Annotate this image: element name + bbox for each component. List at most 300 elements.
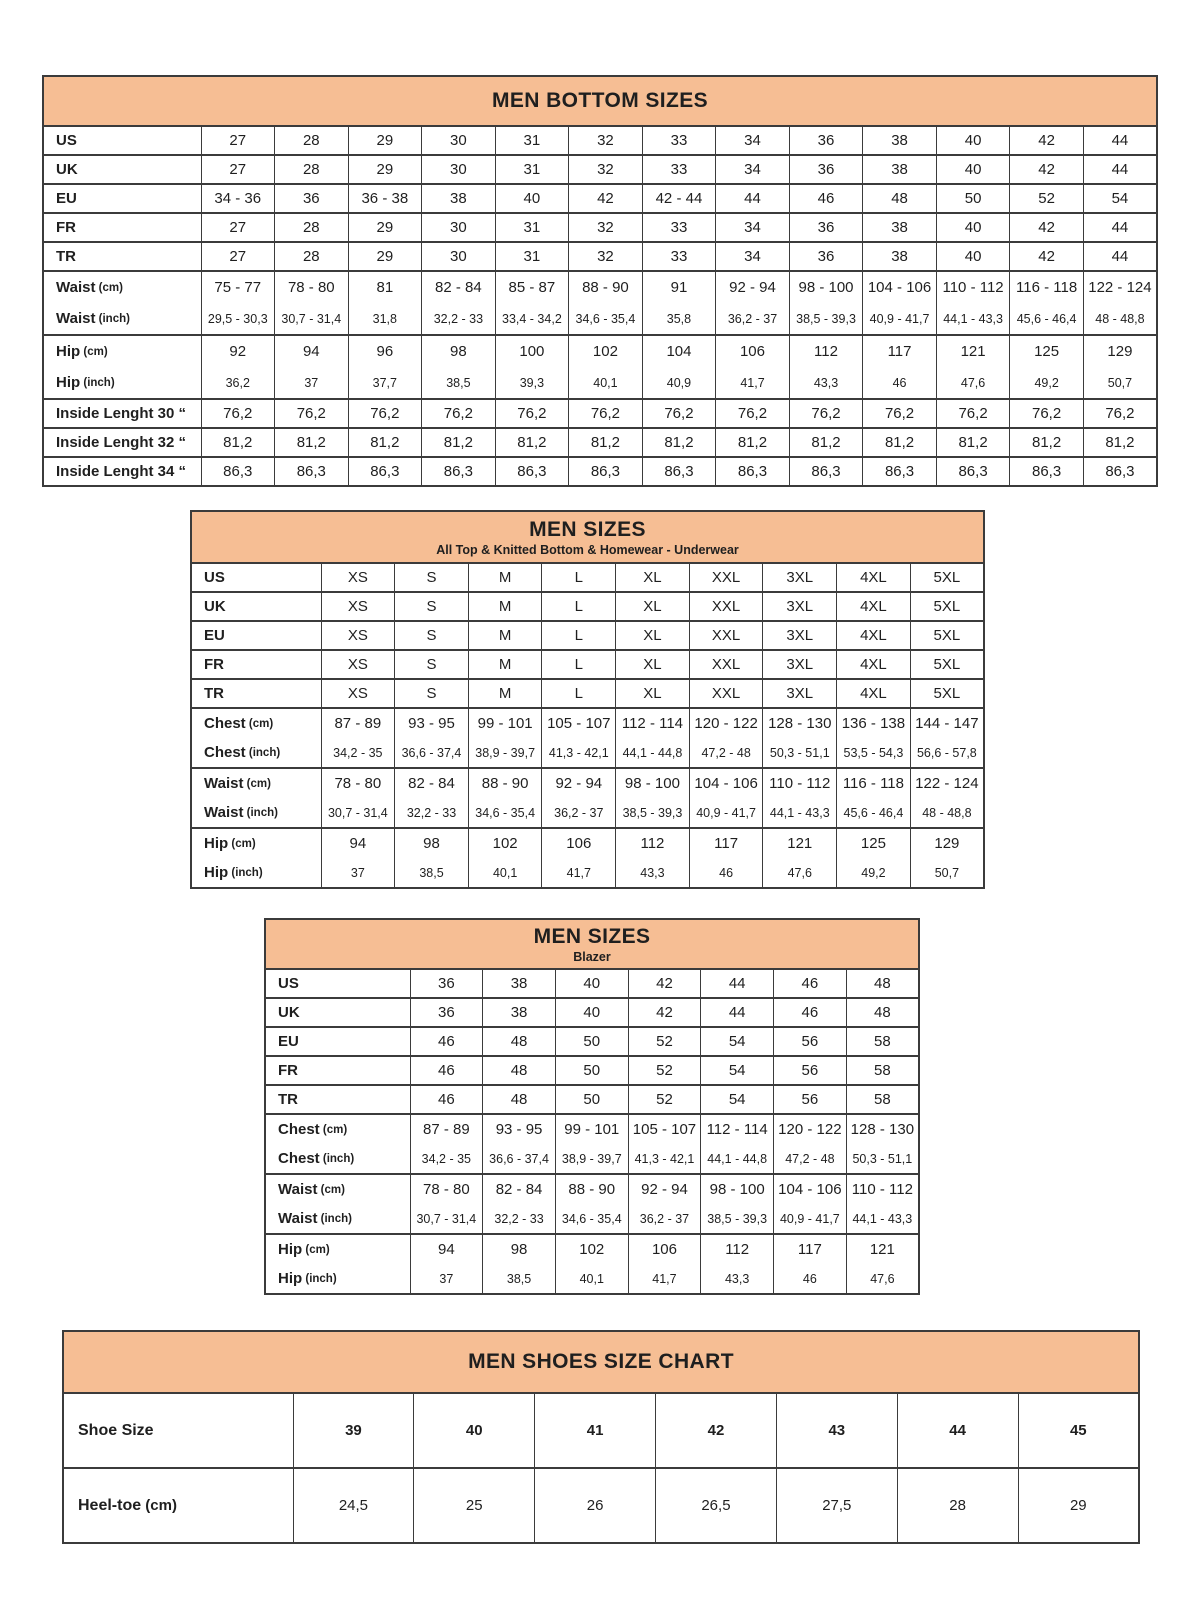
table-title: MEN SIZES [529,517,646,541]
value-cell: 81,2 [789,428,863,457]
value-cell: 52 [628,1027,701,1056]
value-cell: 29 [348,155,422,184]
men-sizes-tops-section [190,510,985,889]
value-cell: 125 49,2 [1010,335,1084,399]
value-cell: M [468,563,542,592]
value-cell: XL [616,563,690,592]
row-label-eu: EU [191,621,321,650]
value-cell: 54 [701,1056,774,1085]
value-cell: 39 [293,1393,414,1468]
value-cell: 29 [348,242,422,271]
value-cell: 105 - 107 41,3 - 42,1 [542,708,616,768]
value-cell: 98 - 100 38,5 - 39,3 [789,271,863,335]
value-cell: 121 47,6 [846,1234,919,1294]
row-label-waist-cm-waist-inch: Waist (cm) Waist (inch) [265,1174,410,1234]
value-cell: 86,3 [863,457,937,486]
value-cell: 104 40,9 [642,335,716,399]
value-cell: XS [321,621,395,650]
value-cell: 86,3 [348,457,422,486]
value-cell: 58 [846,1085,919,1114]
value-cell: 42 [1010,155,1084,184]
value-cell: M [468,621,542,650]
value-cell: 81,2 [642,428,716,457]
value-cell: 40 [414,1393,535,1468]
value-cell: 129 50,7 [910,828,984,888]
value-cell: 36 - 38 [348,184,422,213]
value-cell: XS [321,650,395,679]
value-cell: 75 - 77 29,5 - 30,3 [201,271,275,335]
value-cell: 29 [348,126,422,155]
value-cell: 50 [555,1056,628,1085]
value-cell: 76,2 [716,399,790,428]
value-cell: 76,2 [642,399,716,428]
value-cell: XL [616,621,690,650]
value-cell: 52 [1010,184,1084,213]
value-cell: 48 [846,969,919,998]
value-cell: 76,2 [495,399,569,428]
row-label-us: US [191,563,321,592]
value-cell: 32 [569,213,643,242]
value-cell: 27 [201,126,275,155]
men-shoes-size-chart-section [62,1330,1140,1544]
value-cell: S [395,592,469,621]
value-cell: 46 [410,1027,483,1056]
value-cell: 117 46 [774,1234,847,1294]
value-cell: 106 41,7 [716,335,790,399]
value-cell: 82 - 84 32,2 - 33 [483,1174,556,1234]
row-label-us: US [43,126,201,155]
men-sizes-blazer-grid [264,968,920,1295]
value-cell: 56 [774,1085,847,1114]
row-label-chest-cm-chest-inch: Chest (cm) Chest (inch) [191,708,321,768]
row-label-inside-lenght-34: Inside Lenght 34 “ [43,457,201,486]
value-cell: 122 - 124 48 - 48,8 [1083,271,1157,335]
value-cell: 30 [422,126,496,155]
value-cell: XXL [689,679,763,708]
value-cell: 40 [555,998,628,1027]
value-cell: 88 - 90 34,6 - 35,4 [468,768,542,828]
value-cell: 27 [201,242,275,271]
value-cell: 102 40,1 [569,335,643,399]
value-cell: 96 37,7 [348,335,422,399]
value-cell: 42 [1010,213,1084,242]
value-cell: 99 - 101 38,9 - 39,7 [468,708,542,768]
value-cell: 81,2 [936,428,1010,457]
value-cell: 40 [936,155,1010,184]
value-cell: XXL [689,563,763,592]
men-bottom-sizes-section [42,75,1158,487]
value-cell: XL [616,679,690,708]
value-cell: 102 40,1 [468,828,542,888]
value-cell: 40 [495,184,569,213]
value-cell: 104 - 106 40,9 - 41,7 [774,1174,847,1234]
value-cell: 112 - 114 44,1 - 44,8 [616,708,690,768]
value-cell: 81,2 [422,428,496,457]
row-label-waist-cm-waist-inch: Waist (cm) Waist (inch) [43,271,201,335]
value-cell: 27 [201,213,275,242]
row-label-tr: TR [191,679,321,708]
value-cell: 46 [410,1056,483,1085]
value-cell: 121 47,6 [763,828,837,888]
value-cell: 116 - 118 45,6 - 46,4 [837,768,911,828]
value-cell: 28 [897,1468,1018,1543]
value-cell: 30 [422,213,496,242]
value-cell: 33 [642,155,716,184]
value-cell: 54 [701,1027,774,1056]
value-cell: L [542,650,616,679]
row-label-inside-lenght-32: Inside Lenght 32 “ [43,428,201,457]
row-label-fr: FR [43,213,201,242]
value-cell: XS [321,592,395,621]
value-cell: XS [321,679,395,708]
value-cell: L [542,563,616,592]
value-cell: 86,3 [716,457,790,486]
value-cell: 3XL [763,563,837,592]
value-cell: 28 [275,155,349,184]
value-cell: 94 37 [321,828,395,888]
value-cell: 38 [483,969,556,998]
row-label-inside-lenght-30: Inside Lenght 30 “ [43,399,201,428]
value-cell: 86,3 [275,457,349,486]
value-cell: 81,2 [201,428,275,457]
value-cell: 33 [642,242,716,271]
value-cell: 3XL [763,592,837,621]
value-cell: 40 [936,126,1010,155]
value-cell: S [395,621,469,650]
value-cell: 32 [569,155,643,184]
value-cell: 88 - 90 34,6 - 35,4 [555,1174,628,1234]
value-cell: 34 [716,242,790,271]
value-cell: 78 - 80 30,7 - 31,4 [275,271,349,335]
value-cell: 5XL [910,563,984,592]
value-cell: 42 - 44 [642,184,716,213]
value-cell: 76,2 [789,399,863,428]
value-cell: 4XL [837,621,911,650]
value-cell: 4XL [837,679,911,708]
value-cell: 36 [410,998,483,1027]
value-cell: L [542,679,616,708]
value-cell: 28 [275,242,349,271]
value-cell: 81 31,8 [348,271,422,335]
value-cell: 3XL [763,650,837,679]
value-cell: 92 - 94 36,2 - 37 [716,271,790,335]
value-cell: 42 [628,998,701,1027]
value-cell: 144 - 147 56,6 - 57,8 [910,708,984,768]
value-cell: 48 [483,1056,556,1085]
value-cell: 82 - 84 32,2 - 33 [422,271,496,335]
value-cell: 94 37 [275,335,349,399]
value-cell: 81,2 [1083,428,1157,457]
value-cell: 33 [642,213,716,242]
men-bottom-sizes-title-bar [42,75,1158,125]
row-label-fr: FR [265,1056,410,1085]
value-cell: 81,2 [1010,428,1084,457]
value-cell: 86,3 [569,457,643,486]
value-cell: 48 [863,184,937,213]
value-cell: 38 [422,184,496,213]
value-cell: 86,3 [422,457,496,486]
value-cell: 44 [1083,126,1157,155]
value-cell: XXL [689,621,763,650]
value-cell: 29 [1018,1468,1139,1543]
table-title: MEN SIZES [533,924,651,948]
value-cell: 44 [701,969,774,998]
value-cell: 29 [348,213,422,242]
value-cell: 54 [1083,184,1157,213]
value-cell: 36 [789,155,863,184]
value-cell: 86,3 [642,457,716,486]
value-cell: 46 [774,969,847,998]
value-cell: 92 - 94 36,2 - 37 [542,768,616,828]
row-label-uk: UK [191,592,321,621]
value-cell: 85 - 87 33,4 - 34,2 [495,271,569,335]
row-label-tr: TR [43,242,201,271]
value-cell: XL [616,592,690,621]
value-cell: XXL [689,592,763,621]
value-cell: 34 [716,155,790,184]
value-cell: 38 [863,242,937,271]
value-cell: 136 - 138 53,5 - 54,3 [837,708,911,768]
value-cell: 128 - 130 50,3 - 51,1 [763,708,837,768]
value-cell: 3XL [763,679,837,708]
value-cell: 120 - 122 47,2 - 48 [689,708,763,768]
value-cell: M [468,650,542,679]
value-cell: 30 [422,155,496,184]
value-cell: 28 [275,126,349,155]
value-cell: 122 - 124 48 - 48,8 [910,768,984,828]
row-label-uk: UK [43,155,201,184]
value-cell: 87 - 89 34,2 - 35 [410,1114,483,1174]
row-label-hip-cm-hip-inch: Hip (cm) Hip (inch) [191,828,321,888]
value-cell: 104 - 106 40,9 - 41,7 [863,271,937,335]
value-cell: 117 46 [863,335,937,399]
value-cell: 46 [410,1085,483,1114]
value-cell: 44 [701,998,774,1027]
value-cell: 41 [535,1393,656,1468]
value-cell: 81,2 [716,428,790,457]
value-cell: 87 - 89 34,2 - 35 [321,708,395,768]
value-cell: 86,3 [936,457,1010,486]
value-cell: 94 37 [410,1234,483,1294]
value-cell: 98 - 100 38,5 - 39,3 [616,768,690,828]
value-cell: 34 [716,213,790,242]
value-cell: 52 [628,1085,701,1114]
row-label-chest-cm-chest-inch: Chest (cm) Chest (inch) [265,1114,410,1174]
value-cell: 112 - 114 44,1 - 44,8 [701,1114,774,1174]
value-cell: 86,3 [789,457,863,486]
value-cell: 4XL [837,650,911,679]
value-cell: 76,2 [1083,399,1157,428]
value-cell: 76,2 [348,399,422,428]
value-cell: 40 [936,213,1010,242]
value-cell: 42 [1010,126,1084,155]
row-label-hip-cm-hip-inch: Hip (cm) Hip (inch) [265,1234,410,1294]
value-cell: 36 [789,242,863,271]
value-cell: 42 [569,184,643,213]
value-cell: 98 38,5 [422,335,496,399]
value-cell: 106 41,7 [628,1234,701,1294]
value-cell: 110 - 112 44,1 - 43,3 [846,1174,919,1234]
value-cell: 44 [1083,155,1157,184]
table-subtitle: Blazer [573,949,611,964]
value-cell: 98 38,5 [483,1234,556,1294]
value-cell: 25 [414,1468,535,1543]
men-shoes-grid [62,1392,1140,1544]
value-cell: 93 - 95 36,6 - 37,4 [483,1114,556,1174]
value-cell: 31 [495,126,569,155]
value-cell: 129 50,7 [1083,335,1157,399]
table-subtitle: All Top & Knitted Bottom & Homewear - Underwear [436,542,739,557]
row-label-heel-toe-cm: Heel-toe (cm) [63,1468,293,1543]
value-cell: 76,2 [422,399,496,428]
value-cell: 100 39,3 [495,335,569,399]
value-cell: 42 [1010,242,1084,271]
value-cell: L [542,621,616,650]
value-cell: S [395,563,469,592]
value-cell: 78 - 80 30,7 - 31,4 [410,1174,483,1234]
value-cell: 36 [410,969,483,998]
value-cell: 98 - 100 38,5 - 39,3 [701,1174,774,1234]
row-label-fr: FR [191,650,321,679]
value-cell: 33 [642,126,716,155]
value-cell: 38 [483,998,556,1027]
value-cell: 34 - 36 [201,184,275,213]
value-cell: 44 [716,184,790,213]
value-cell: 81,2 [495,428,569,457]
value-cell: 81,2 [348,428,422,457]
value-cell: 44 [1083,242,1157,271]
value-cell: 46 [774,998,847,1027]
value-cell: 38 [863,213,937,242]
value-cell: XXL [689,650,763,679]
value-cell: 4XL [837,592,911,621]
value-cell: 92 - 94 36,2 - 37 [628,1174,701,1234]
men-sizes-blazer-section [264,918,920,1295]
value-cell: 125 49,2 [837,828,911,888]
value-cell: XL [616,650,690,679]
men-bottom-sizes-grid [42,125,1158,487]
value-cell: 45 [1018,1393,1139,1468]
value-cell: 40 [555,969,628,998]
men-sizes-blazer-title-bar [264,918,920,968]
value-cell: 99 - 101 38,9 - 39,7 [555,1114,628,1174]
value-cell: 27,5 [776,1468,897,1543]
value-cell: 117 46 [689,828,763,888]
value-cell: L [542,592,616,621]
table-title: MEN SHOES SIZE CHART [468,1350,734,1373]
value-cell: 34 [716,126,790,155]
value-cell: 81,2 [275,428,349,457]
value-cell: 110 - 112 44,1 - 43,3 [936,271,1010,335]
value-cell: 42 [628,969,701,998]
value-cell: 110 - 112 44,1 - 43,3 [763,768,837,828]
value-cell: 32 [569,242,643,271]
value-cell: 56 [774,1027,847,1056]
value-cell: 58 [846,1027,919,1056]
value-cell: 81,2 [863,428,937,457]
row-label-waist-cm-waist-inch: Waist (cm) Waist (inch) [191,768,321,828]
value-cell: 52 [628,1056,701,1085]
value-cell: 3XL [763,621,837,650]
value-cell: 48 [846,998,919,1027]
value-cell: 76,2 [201,399,275,428]
value-cell: 93 - 95 36,6 - 37,4 [395,708,469,768]
value-cell: 36 [789,126,863,155]
value-cell: 38 [863,126,937,155]
value-cell: 4XL [837,563,911,592]
men-sizes-tops-grid [190,562,985,889]
value-cell: 86,3 [495,457,569,486]
value-cell: 31 [495,155,569,184]
value-cell: 86,3 [1083,457,1157,486]
value-cell: 82 - 84 32,2 - 33 [395,768,469,828]
value-cell: M [468,592,542,621]
value-cell: 76,2 [275,399,349,428]
value-cell: 81,2 [569,428,643,457]
value-cell: 86,3 [1010,457,1084,486]
value-cell: 58 [846,1056,919,1085]
value-cell: 76,2 [569,399,643,428]
value-cell: 76,2 [936,399,1010,428]
value-cell: 56 [774,1056,847,1085]
value-cell: 36 [275,184,349,213]
value-cell: 48 [483,1085,556,1114]
value-cell: 26,5 [656,1468,777,1543]
value-cell: 112 43,3 [616,828,690,888]
value-cell: 38 [863,155,937,184]
value-cell: 44 [1083,213,1157,242]
value-cell: 86,3 [201,457,275,486]
value-cell: S [395,650,469,679]
row-label-eu: EU [265,1027,410,1056]
value-cell: 50 [555,1027,628,1056]
value-cell: 27 [201,155,275,184]
value-cell: 48 [483,1027,556,1056]
row-label-tr: TR [265,1085,410,1114]
value-cell: 50 [555,1085,628,1114]
row-label-uk: UK [265,998,410,1027]
value-cell: 102 40,1 [555,1234,628,1294]
value-cell: 31 [495,213,569,242]
value-cell: 32 [569,126,643,155]
value-cell: 31 [495,242,569,271]
value-cell: 36 [789,213,863,242]
value-cell: M [468,679,542,708]
value-cell: 105 - 107 41,3 - 42,1 [628,1114,701,1174]
value-cell: 5XL [910,679,984,708]
value-cell: 26 [535,1468,656,1543]
value-cell: 44 [897,1393,1018,1468]
value-cell: 76,2 [1010,399,1084,428]
value-cell: 43 [776,1393,897,1468]
value-cell: 112 43,3 [701,1234,774,1294]
value-cell: 76,2 [863,399,937,428]
value-cell: 92 36,2 [201,335,275,399]
value-cell: 104 - 106 40,9 - 41,7 [689,768,763,828]
row-label-eu: EU [43,184,201,213]
value-cell: 128 - 130 50,3 - 51,1 [846,1114,919,1174]
value-cell: 120 - 122 47,2 - 48 [774,1114,847,1174]
value-cell: 5XL [910,592,984,621]
value-cell: 78 - 80 30,7 - 31,4 [321,768,395,828]
value-cell: 106 41,7 [542,828,616,888]
value-cell: 24,5 [293,1468,414,1543]
value-cell: 42 [656,1393,777,1468]
value-cell: 5XL [910,621,984,650]
value-cell: 40 [936,242,1010,271]
value-cell: 91 35,8 [642,271,716,335]
value-cell: S [395,679,469,708]
